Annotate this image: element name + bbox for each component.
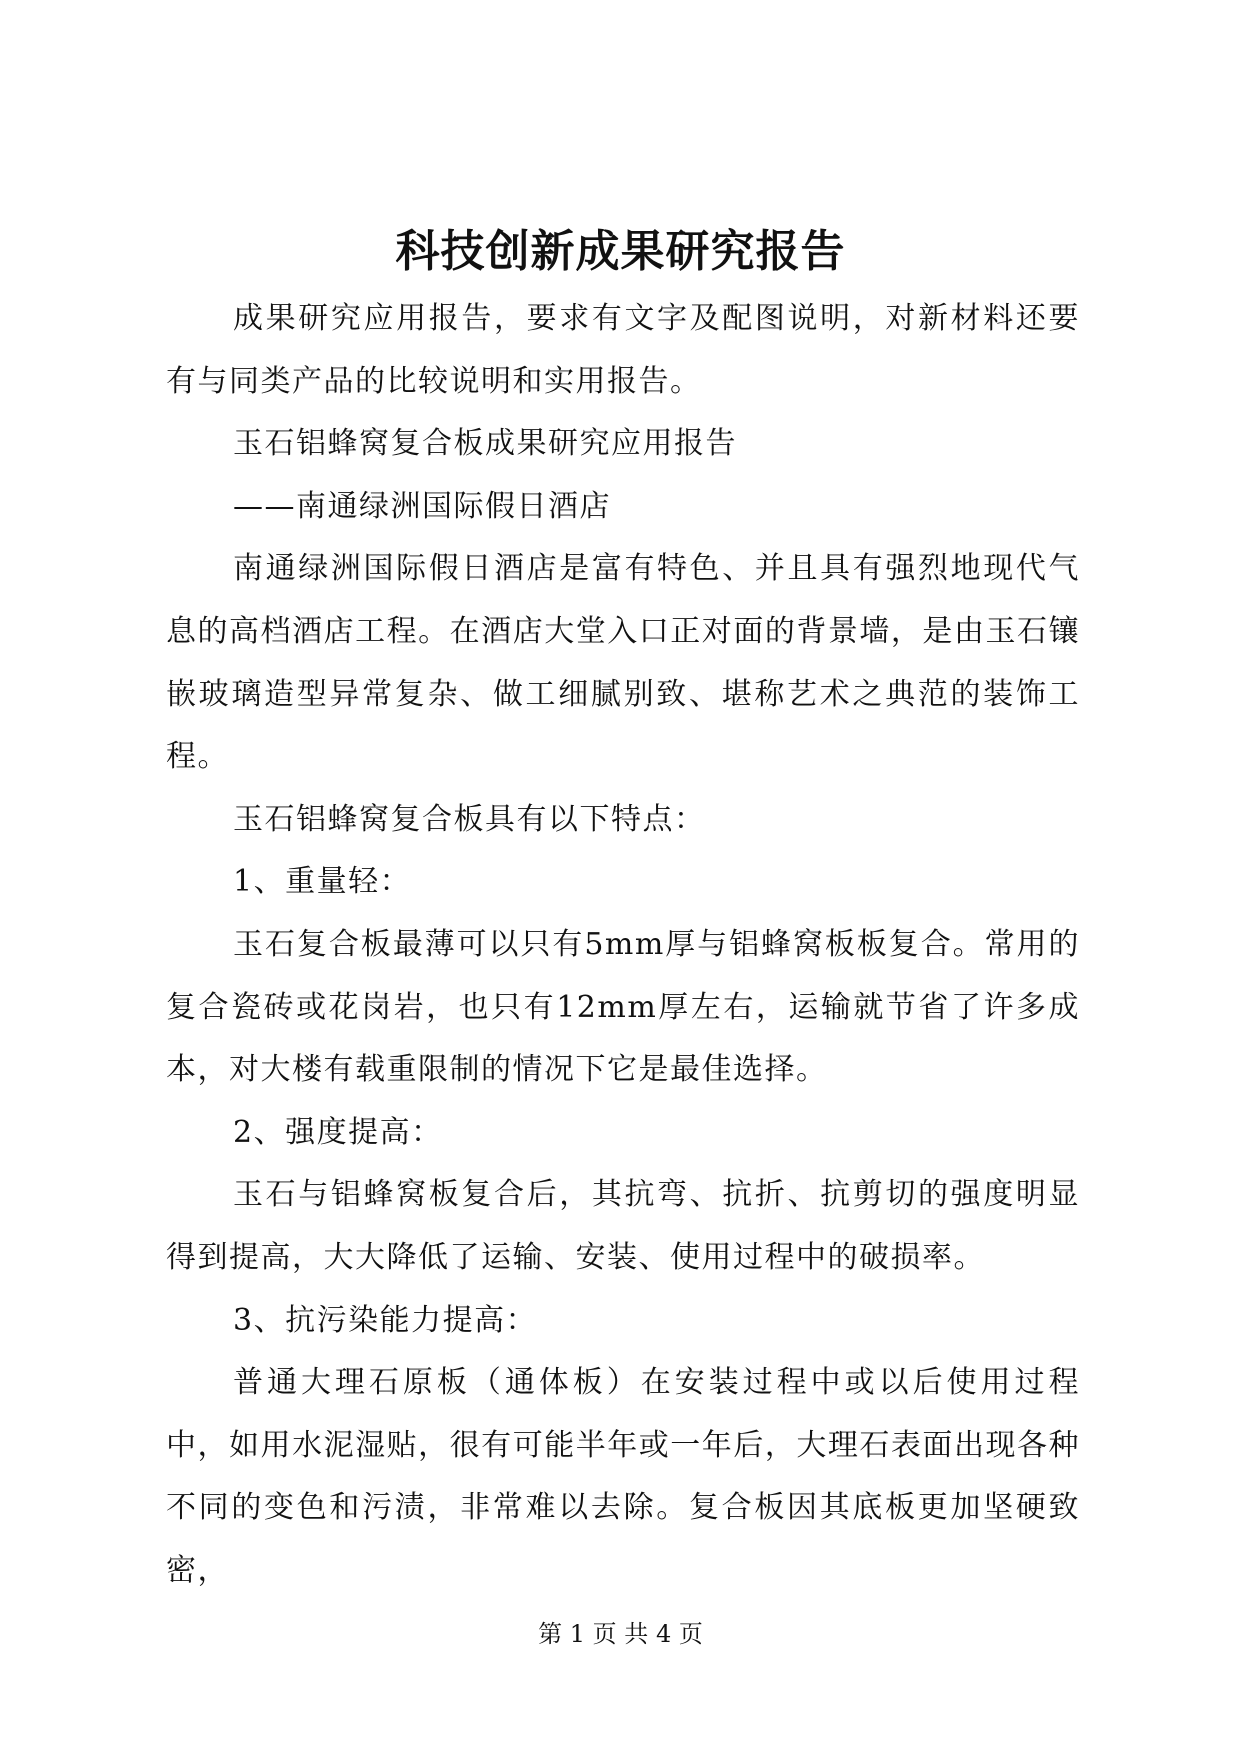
paragraph-features-heading: 玉石铝蜂窝复合板具有以下特点： [233,801,706,837]
paragraph-feature-1-heading: 1、重量轻： [233,864,412,900]
document-title: 科技创新成果研究报告 [395,226,846,277]
paragraph-feature-2-body: 玉石与铝蜂窝板复合后，其抗弯、抗折、抗剪切的强度明显得到提高，大大降低了运输、安装、使用过程中的破损率。 [166,1177,1080,1275]
paragraph-feature-2-heading: 2、强度提高： [233,1114,443,1150]
page-number-footer: 第 1 页 共 4 页 [538,1620,703,1648]
paragraph-intro: 成果研究应用报告，要求有文字及配图说明，对新材料还要有与同类产品的比较说明和实用报告。 [166,301,1080,399]
paragraph-report-title: 玉石铝蜂窝复合板成果研究应用报告 [233,426,737,462]
paragraph-hotel-description: 南通绿洲国际假日酒店是富有特色、并且具有强烈地现代气息的高档酒店工程。在酒店大堂入口正对面的背景墙，是由玉石镶嵌玻璃造型异常复杂、做工细腻别致、堪称艺术之典范的装饰工程。 [166,551,1080,775]
paragraph-feature-1-body: 玉石复合板最薄可以只有5mm厚与铝蜂窝板板复合。常用的复合瓷砖或花岗岩，也只有12mm厚左右，运输就节省了许多成本，对大楼有载重限制的情况下它是最佳选择。 [166,926,1080,1088]
paragraph-report-subtitle: ——南通绿洲国际假日酒店 [233,488,611,524]
paragraph-feature-3-heading: 3、抗污染能力提高： [233,1302,538,1338]
paragraph-feature-3-body: 普通大理石原板（通体板）在安装过程中或以后使用过程中，如用水泥湿贴，很有可能半年或一年后，大理石表面出现各种不同的变色和污渍，非常难以去除。复合板因其底板更加坚硬致密， [166,1365,1080,1588]
document-body [166,288,1080,1602]
